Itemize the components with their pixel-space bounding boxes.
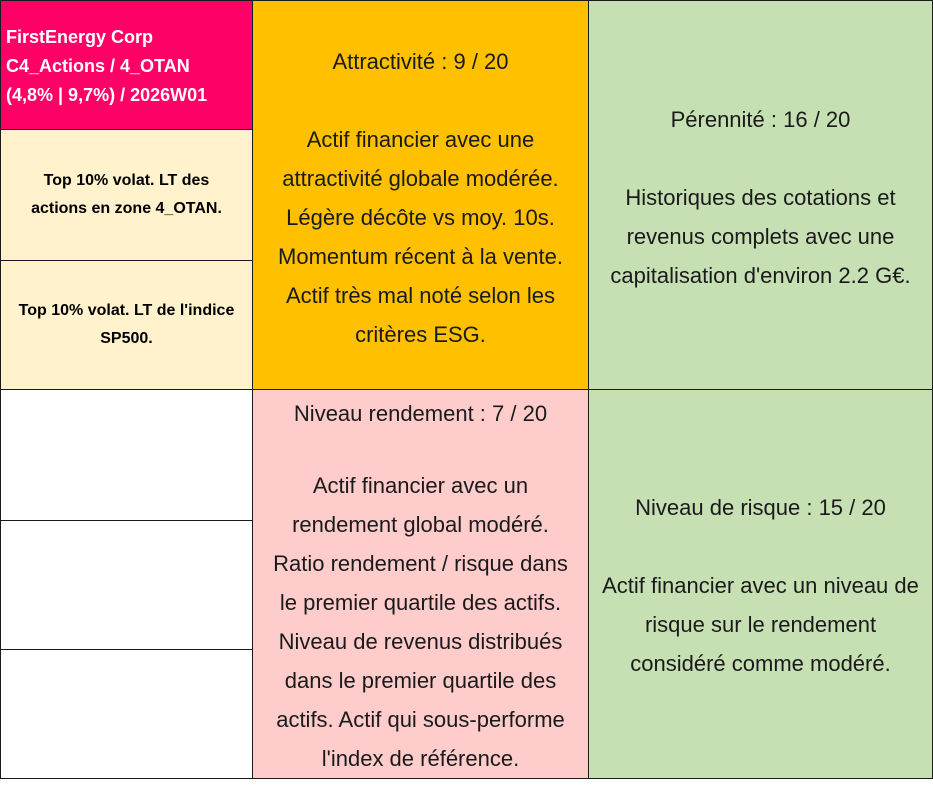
- rendement-cell: [252, 389, 589, 779]
- attractivite-cell: [252, 0, 589, 390]
- perennite-body: Historiques des cotations et revenus complets avec une capitalisation d'environ 2.2 G€.: [610, 185, 911, 288]
- tag-text-zone: Top 10% volat. LT des actions en zone 4_OTAN.: [31, 172, 222, 217]
- rendement-title: Niveau rendement : 7 / 20: [293, 401, 548, 426]
- perennite-cell: [588, 0, 933, 390]
- asset-header-cell: [0, 0, 253, 130]
- risque-cell: [588, 389, 933, 779]
- tag-cell-index: [0, 260, 253, 390]
- attractivite-title: Attractivité : 9 / 20: [332, 49, 509, 74]
- attractivite-body: Actif financier avec une attractivité globale modérée. Légère décôte vs moy. 10s. Momentum récent à la vente. Actif très mal noté selon les critères ESG.: [278, 127, 563, 347]
- risque-body: Actif financier avec un niveau de risque sur le rendement considéré comme modéré.: [602, 573, 919, 676]
- perennite-title: Pérennité : 16 / 20: [670, 107, 851, 132]
- tag-cell-zone: [0, 129, 253, 261]
- empty-cell-2: [0, 520, 253, 650]
- tag-text-index: Top 10% volat. LT de l'indice SP500.: [18, 302, 235, 347]
- asset-weights-period: (4,8% | 9,7%) / 2026W01: [6, 85, 208, 105]
- asset-name: FirstEnergy Corp: [6, 27, 154, 47]
- empty-cell-1: [0, 389, 253, 521]
- asset-category: C4_Actions / 4_OTAN: [6, 56, 190, 76]
- risque-title: Niveau de risque : 15 / 20: [635, 495, 886, 520]
- rendement-body: Actif financier avec un rendement global modéré. Ratio rendement / risque dans le premier quartile des actifs. Niveau de revenus distribués dans le premier quartile des actifs. Actif qui sous-performe l'index de référence.: [273, 473, 568, 771]
- empty-cell-3: [0, 649, 253, 779]
